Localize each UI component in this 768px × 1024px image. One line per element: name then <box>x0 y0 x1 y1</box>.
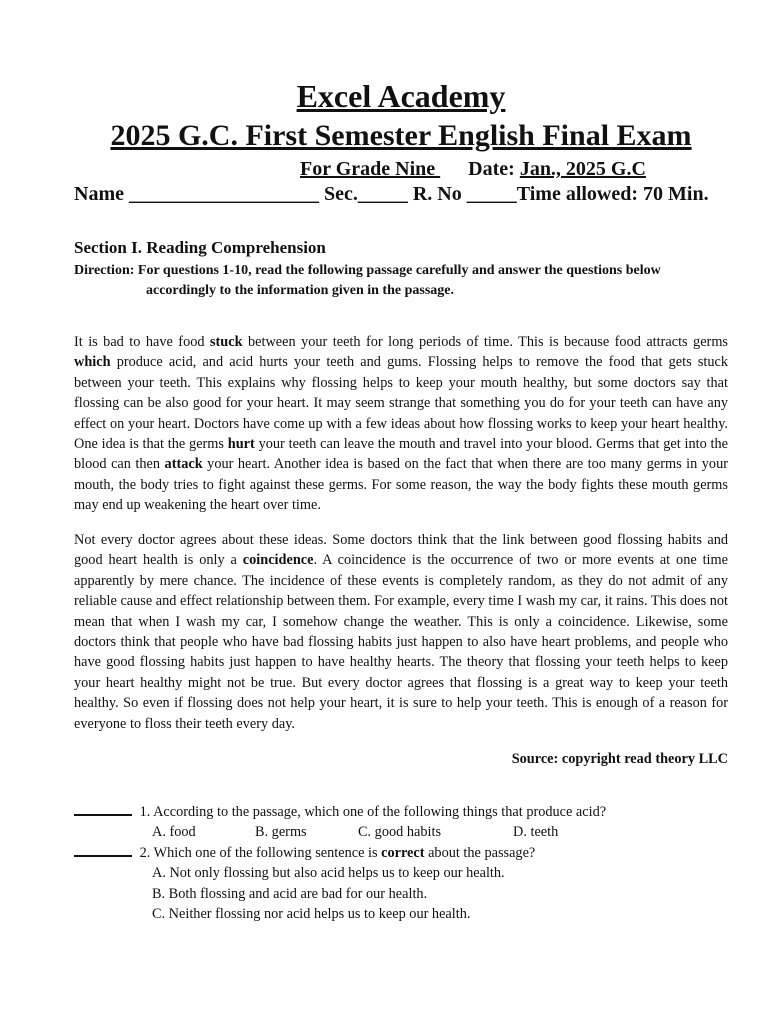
direction-line-1: Direction: For questions 1-10, read the following passage carefully and answer the questions below <box>74 263 661 278</box>
passage-paragraph-2 <box>74 530 728 734</box>
passage-text: between your teeth for long periods of time. This is because food attracts germs <box>242 334 728 350</box>
section-direction <box>74 261 728 301</box>
question-1-text: 1. According to the passage, which one of the following things that produce acid? <box>139 804 607 820</box>
passage-text: your teeth can leave the mouth and travel into your blood. Germs that get into the blood can then <box>74 436 728 473</box>
answer-blank-2[interactable] <box>74 843 132 857</box>
q2-option-c: C. Neither flossing nor acid helps us to keep our health. <box>152 906 471 922</box>
question-2-text-before: 2. Which one of the following sentence is <box>139 845 382 861</box>
exam-page <box>74 0 728 1024</box>
exam-title: 2025 G.C. First Semester English Final Exam <box>110 119 692 152</box>
q1-option-d: D. teeth <box>513 824 559 840</box>
passage-paragraph-1 <box>74 332 728 516</box>
question-2 <box>74 843 535 863</box>
q1-option-b: B. germs <box>255 824 307 840</box>
q2-option-b: B. Both flossing and acid are bad for our health. <box>152 886 428 902</box>
direction-line-2: accordingly to the information given in the passage. <box>146 283 454 298</box>
school-name: Excel Academy <box>296 78 506 114</box>
passage-text: It is bad to have food <box>74 334 210 350</box>
bold-word: coincidence <box>242 552 314 569</box>
question-1 <box>74 802 606 822</box>
bold-word: which <box>74 354 111 371</box>
passage-source: Source: copyright read theory LLC <box>511 751 728 767</box>
q1-option-a: A. food <box>152 824 196 840</box>
answer-blank-1[interactable] <box>74 802 132 816</box>
passage-text: your heart. Another idea is based on the fact that when there are too many germs in your mouth, the body tries to fight against these germs. For some reason, the way the body fights these mouth germs may end up weakening the heart over time. <box>74 456 728 514</box>
section-heading: Section I. Reading Comprehension <box>74 238 326 257</box>
date-label: Date: <box>468 158 520 180</box>
grade-date-row <box>300 157 646 181</box>
bold-word: attack <box>164 456 203 473</box>
bold-word: hurt <box>227 436 255 453</box>
passage-text: Not every doctor agrees about these ideas. Some doctors think that the link between good flossing habits and good heart health is only a <box>74 532 728 569</box>
bold-word: stuck <box>209 334 243 350</box>
question-2-text-after: about the passage? <box>424 845 536 861</box>
passage-text: . A coincidence is the occurrence of two or more events at one time apparently by mere chance. The incidence of these events is completely random, as they do not admit of any reliable cause and effect relationship between them. For example, every time I wash my car, it rains. This does not mean that when I wash my car, I somehow change the weather. This is only a coincidence. Likewise, some doctors think that people who have bad flossing habits just happen to also have heart problems, and people who have good flossing habits just happen to have healthy hearts. The theory that flossing your teeth helps to keep your heart healthy might not be true. But every doctor agrees that flossing is a great way to keep your teeth healthy. So even if flossing does not help your heart, it is sure to help your teeth. This is enough of a reason for everyone to floss their teeth every day. <box>74 552 728 732</box>
q1-option-c: C. good habits <box>358 824 442 840</box>
student-info-row: Name ___________________ Sec._____ R. No _____Time allowed: 70 Min. <box>74 183 709 205</box>
passage-text: produce acid, and acid hurts your teeth and gums. Flossing helps to remove the food that gets stuck between your teeth. This explains why flossing helps to keep your mouth healthy, but some doctors say that flossing can be also good for your heart. It may seem strange that something you do for your teeth can have any effect on your heart. Doctors have come up with a few ideas about how flossing works to keep your heart healthy. One idea is that the germs <box>74 354 728 453</box>
question-2-text-bold: correct <box>381 845 425 861</box>
grade-label: For Grade Nine <box>300 158 441 180</box>
date-value: Jan., 2025 G.C <box>519 158 646 180</box>
q2-option-a: A. Not only flossing but also acid helps us to keep our health. <box>152 865 505 881</box>
